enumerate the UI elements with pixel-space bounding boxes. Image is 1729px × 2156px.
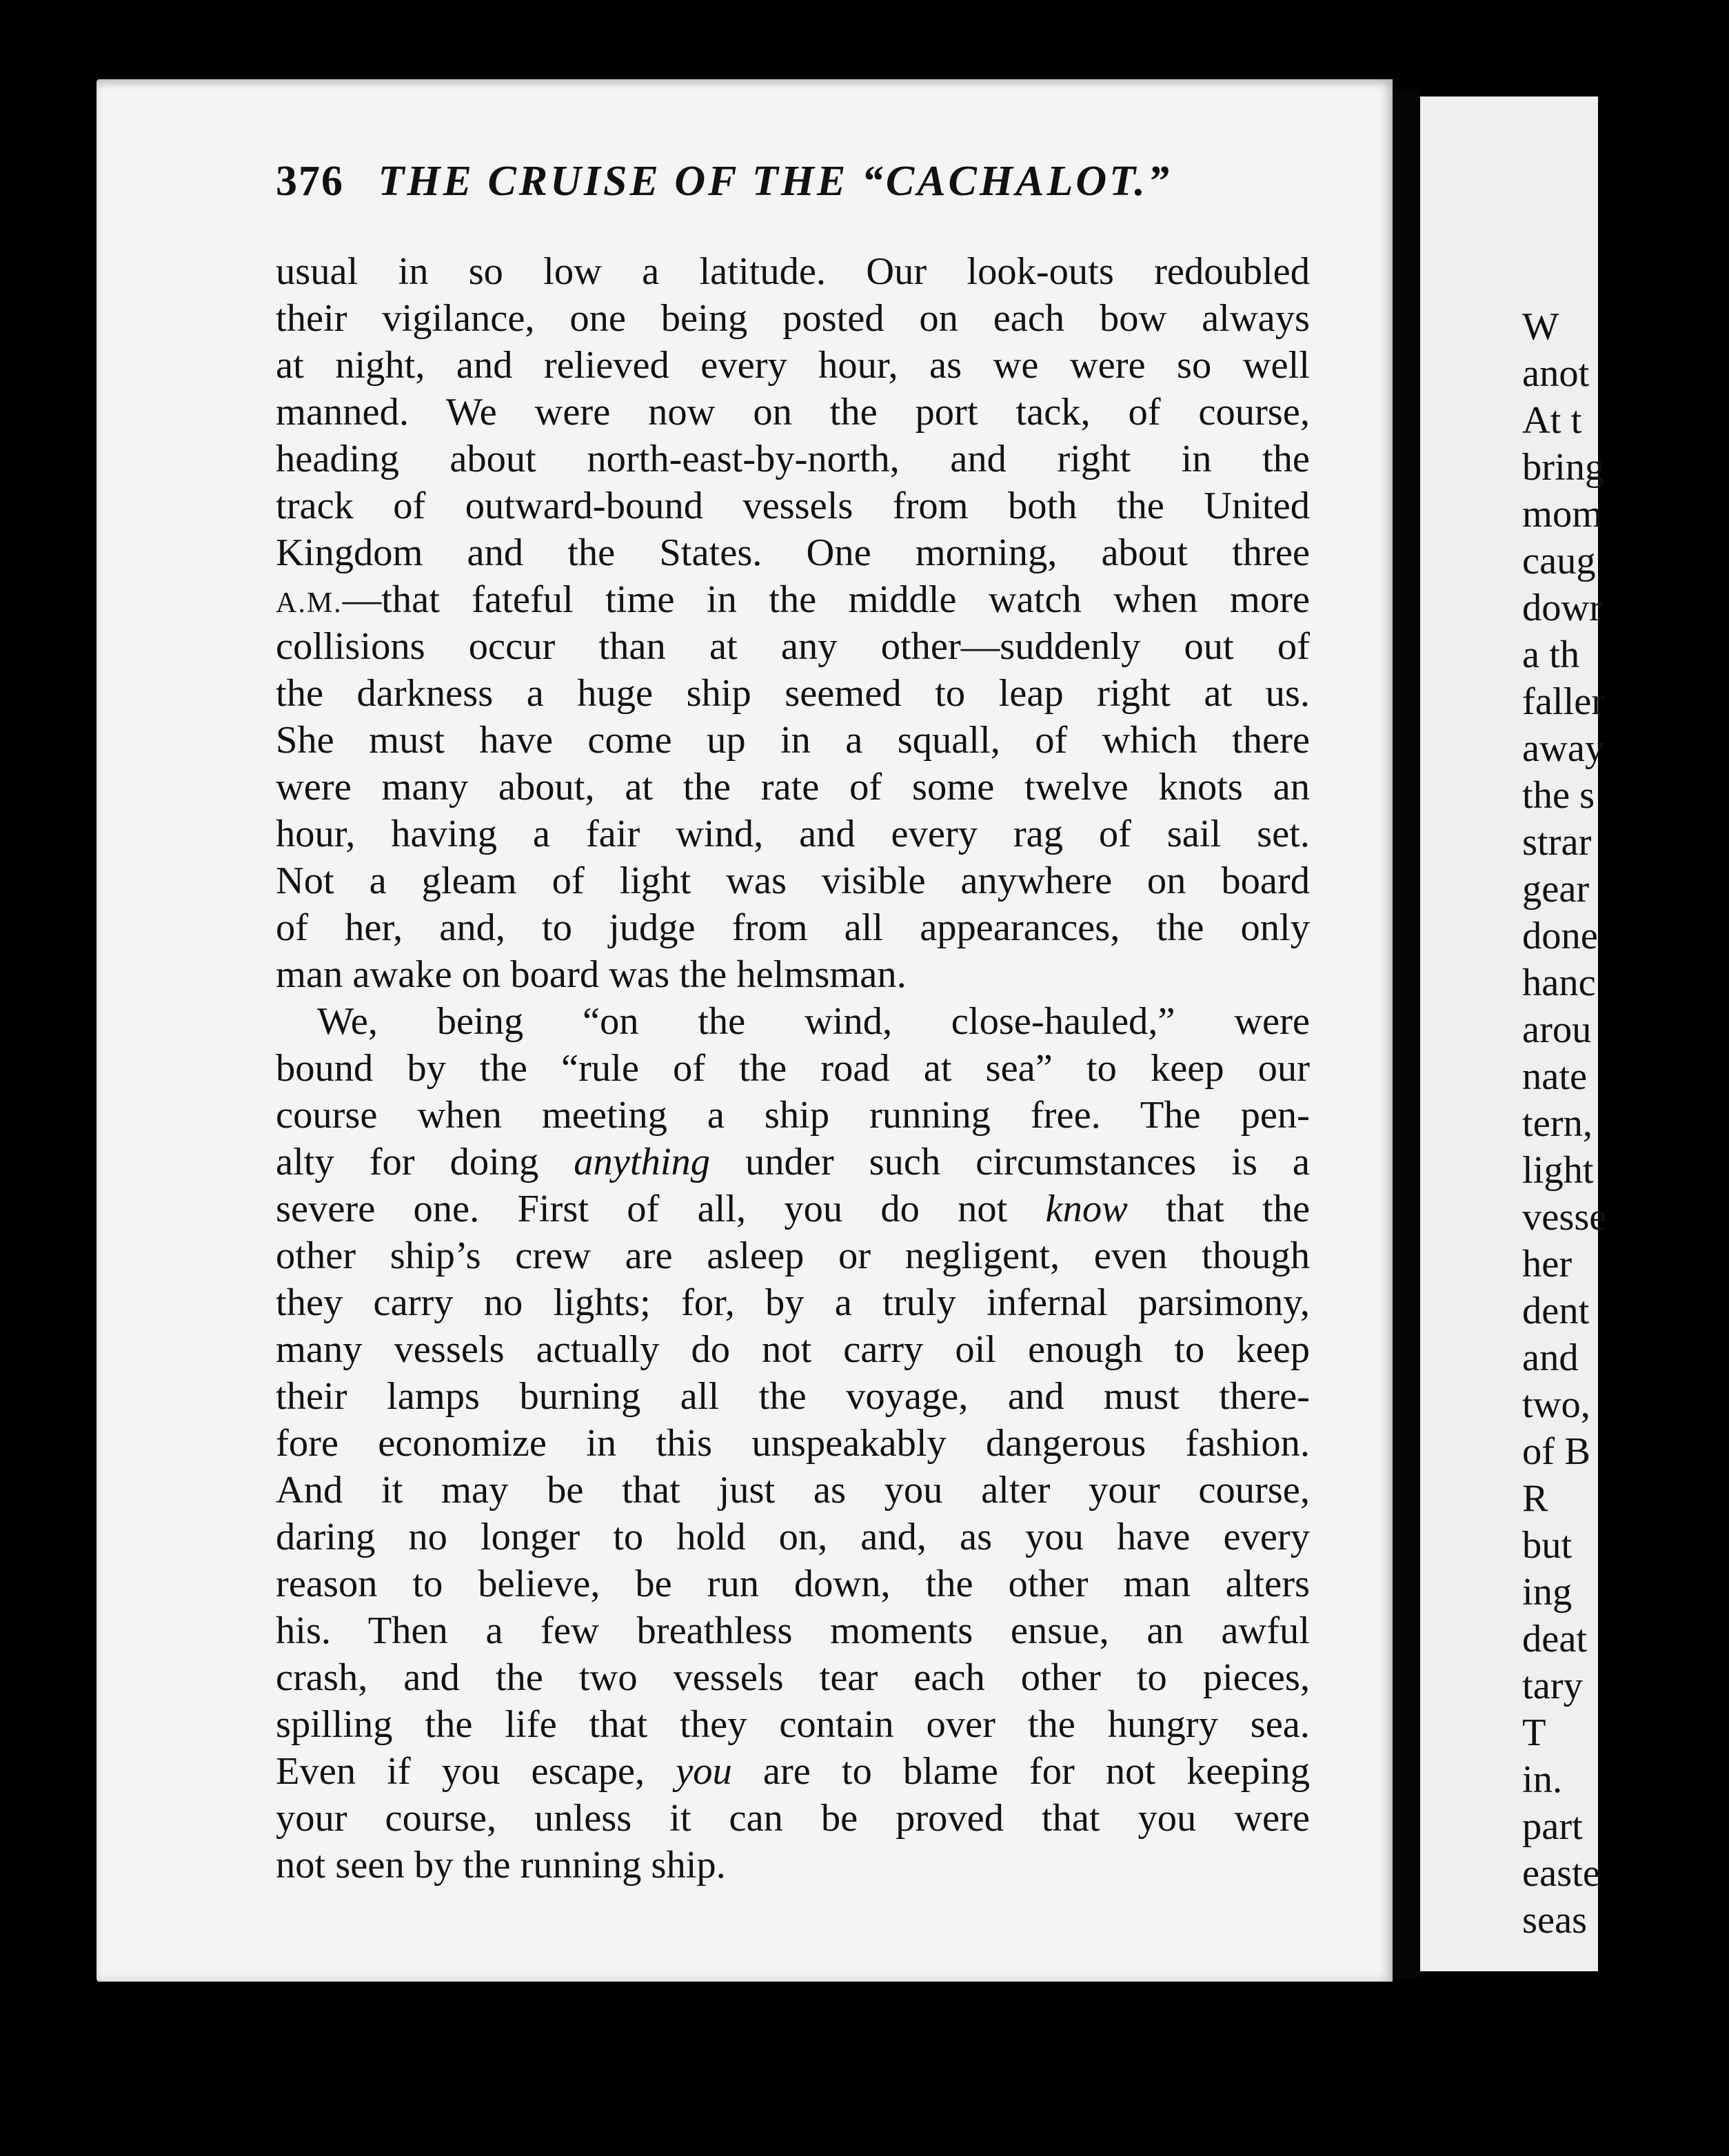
text-line: crash, and the two vessels tear each other to pieces, (276, 1656, 1310, 1699)
facing-page (1420, 96, 1607, 1971)
text-line: spilling the life that they contain over the hungry sea. (276, 1703, 1310, 1746)
facing-page-line: a th (1522, 633, 1580, 676)
text-line: at night, and relieved every hour, as we were so well (276, 344, 1310, 387)
facing-page-line: two, (1522, 1383, 1590, 1426)
facing-page-line: mom (1522, 493, 1603, 536)
facing-page-line: T (1522, 1711, 1546, 1754)
facing-page-line: part (1522, 1805, 1583, 1848)
italic-word: know (1045, 1188, 1128, 1230)
facing-page-line: gear (1522, 868, 1590, 911)
facing-page-line: the s (1522, 774, 1595, 817)
page-gutter (1393, 90, 1420, 1978)
text-line: collisions occur than at any other—suddenly out of (276, 625, 1310, 668)
facing-page-line: hanc (1522, 962, 1596, 1004)
facing-page-line: easte (1522, 1852, 1600, 1895)
facing-page-line: ing (1522, 1571, 1573, 1614)
text-line: his. Then a few breathless moments ensue, an awful (276, 1609, 1310, 1652)
text-line: Kingdom and the States. One morning, about three (276, 531, 1310, 574)
facing-page-line: dent (1522, 1290, 1590, 1332)
text-run: are to blame for not keeping (762, 1750, 1311, 1793)
facing-page-line: arou (1522, 1008, 1592, 1051)
facing-page-line: but (1522, 1524, 1573, 1567)
text-line: were many about, at the rate of some twelve knots an (276, 766, 1310, 808)
text-line: manned. We were now on the port tack, of course, (276, 391, 1310, 434)
am-label: A.M. (276, 587, 343, 619)
text-line: usual in so low a latitude. Our look-outs redoubled (276, 250, 1310, 293)
text-line: Not a gleam of light was visible anywhere on board (276, 860, 1310, 902)
text-line: We, being “on the wind, close-hauled,” were (317, 1000, 1310, 1043)
facing-page-line: her (1522, 1243, 1573, 1285)
text-line: bound by the “rule of the road at sea” to keep our (276, 1047, 1310, 1090)
facing-page-line: away (1522, 727, 1605, 770)
book-title: THE CRUISE OF THE “CACHALOT.” (378, 158, 1172, 205)
text-line: their vigilance, one being posted on each bow always (276, 297, 1310, 340)
text-run: Even if you escape, (276, 1750, 645, 1793)
text-line: fore economize in this unspeakably dangerous fashion. (276, 1422, 1310, 1465)
facing-page-line: deat (1522, 1618, 1588, 1660)
text-line: the darkness a huge ship seemed to leap right at us. (276, 672, 1310, 715)
text-run: —that fateful time in the middle watch when more (342, 578, 1310, 621)
text-line: course when meeting a ship running free. The pen- (276, 1094, 1310, 1137)
facing-page-line: R (1522, 1477, 1548, 1520)
text-line (276, 1139, 1310, 1186)
text-line: track of outward-bound vessels from both the United (276, 485, 1310, 527)
italic-word: you (676, 1750, 732, 1793)
facing-page-line: of B (1522, 1430, 1590, 1473)
text-line: not seen by the running ship. (276, 1844, 726, 1886)
text-line: hour, having a fair wind, and every rag of sail set. (276, 813, 1310, 855)
facing-page-line: bring (1522, 446, 1605, 489)
facing-page-line: and (1522, 1336, 1579, 1379)
text-line: She must have come up in a squall, of which there (276, 719, 1310, 762)
text-run: under such circumstances is a (745, 1141, 1310, 1183)
facing-page-line: vesse (1522, 1196, 1607, 1239)
text-line (276, 1186, 1310, 1232)
facing-page-line: anot (1522, 352, 1590, 395)
text-line: heading about north-east-by-north, and right in the (276, 438, 1310, 480)
text-line: they carry no lights; for, by a truly infernal parsimony, (276, 1281, 1310, 1324)
text-line: man awake on board was the helmsman. (276, 953, 907, 996)
text-line: their lamps burning all the voyage, and must there- (276, 1375, 1310, 1418)
text-line (276, 1748, 1310, 1795)
running-head (276, 157, 1310, 219)
text-line: other ship’s crew are asleep or negligent, even though (276, 1234, 1310, 1277)
text-line: your course, unless it can be proved that you were (276, 1797, 1310, 1840)
text-run: severe one. First of all, you do not (276, 1188, 1008, 1230)
facing-page-line: light (1522, 1149, 1594, 1192)
facing-page-line: tary (1522, 1665, 1583, 1707)
facing-page-line: seas (1522, 1899, 1588, 1942)
facing-page-line: done (1522, 915, 1598, 957)
text-line (276, 576, 1310, 623)
page-number: 376 (276, 158, 344, 205)
italic-word: anything (574, 1141, 711, 1183)
text-run: that the (1166, 1188, 1311, 1230)
text-line: reason to believe, be run down, the other man alters (276, 1563, 1310, 1605)
text-run: alty for doing (276, 1141, 539, 1183)
facing-page-line: At t (1522, 399, 1582, 442)
facing-page-line: in. (1522, 1758, 1563, 1801)
body-text (276, 248, 1310, 1889)
facing-page-line: caug (1522, 540, 1596, 582)
facing-page-line: dowr (1522, 587, 1603, 629)
facing-page-line: W (1522, 305, 1559, 348)
facing-page-line: strar (1522, 821, 1592, 864)
text-line: And it may be that just as you alter your course, (276, 1469, 1310, 1512)
facing-page-line: faller (1522, 680, 1605, 723)
text-line: daring no longer to hold on, and, as you have every (276, 1516, 1310, 1558)
text-line: of her, and, to judge from all appearances, the only (276, 906, 1310, 949)
facing-page-line: nate (1522, 1055, 1588, 1098)
facing-page-text (1522, 96, 1729, 1944)
facing-page-line: tern, (1522, 1102, 1593, 1145)
text-line: many vessels actually do not carry oil enough to keep (276, 1328, 1310, 1371)
